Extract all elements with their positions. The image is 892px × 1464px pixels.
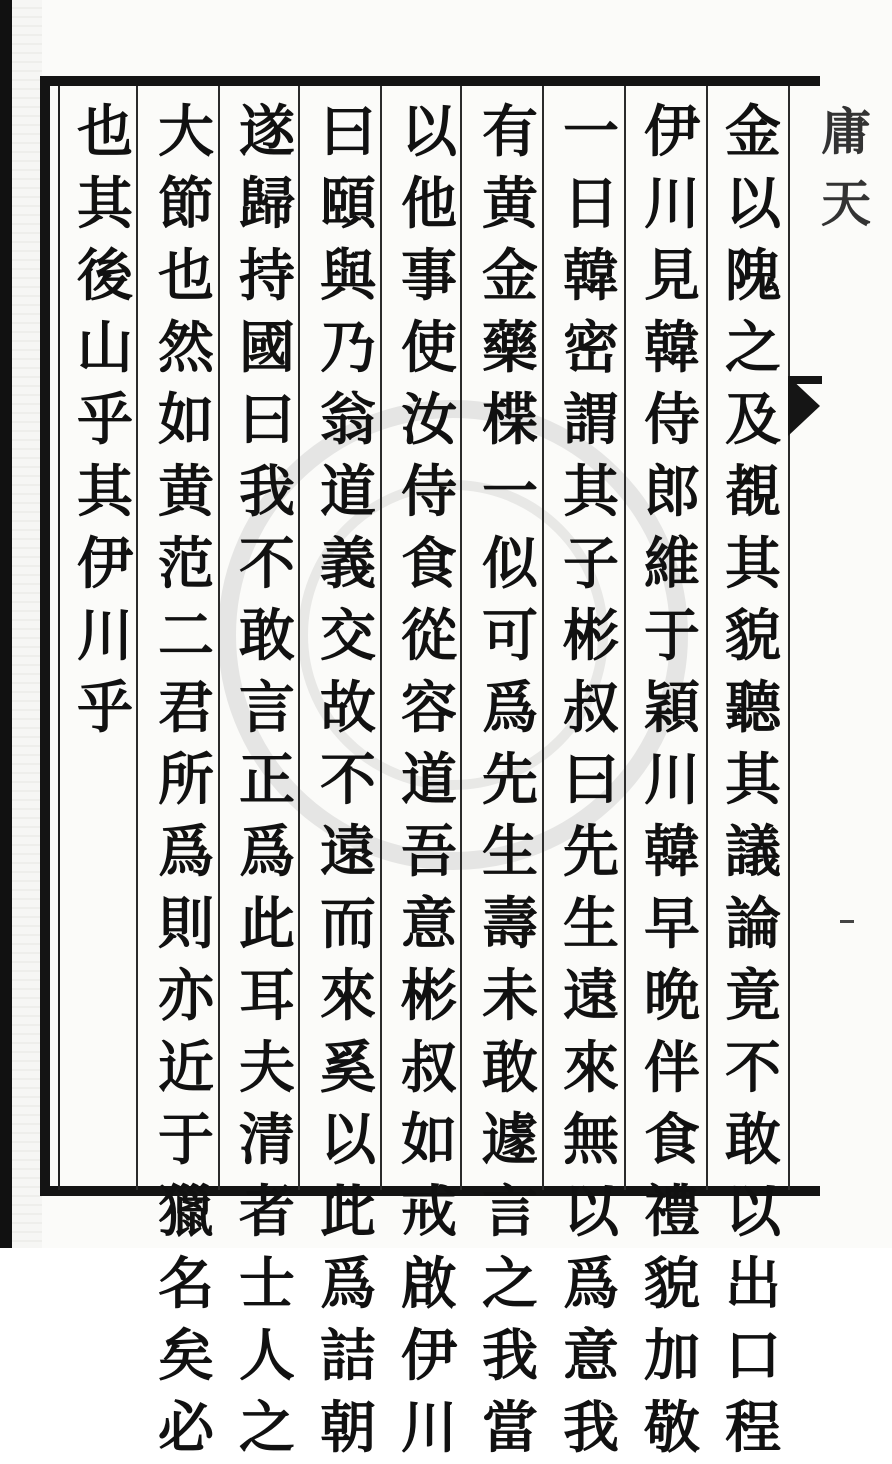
character-glyph: 不 bbox=[320, 747, 376, 813]
character-glyph: 韓 bbox=[644, 315, 700, 381]
character-glyph: 其 bbox=[725, 531, 781, 597]
character-glyph: 交 bbox=[320, 603, 376, 669]
character-glyph: 伊 bbox=[644, 99, 700, 165]
character-glyph: 從 bbox=[401, 603, 457, 669]
character-glyph: 遂 bbox=[239, 99, 295, 165]
fish-tail-mark bbox=[788, 376, 820, 436]
character-glyph: 也 bbox=[77, 99, 133, 165]
character-glyph: 不 bbox=[725, 1035, 781, 1101]
character-glyph: 以 bbox=[725, 1179, 781, 1245]
character-glyph: 范 bbox=[158, 531, 214, 597]
character-glyph: 貌 bbox=[725, 603, 781, 669]
character-glyph: 啟 bbox=[401, 1251, 457, 1317]
character-glyph: 郎 bbox=[644, 459, 700, 525]
header-glyph: 庸 bbox=[821, 102, 871, 161]
character-glyph: 彬 bbox=[563, 603, 619, 669]
character-glyph: 似 bbox=[482, 531, 538, 597]
text-column-6 bbox=[313, 96, 383, 1464]
character-glyph: 義 bbox=[320, 531, 376, 597]
character-glyph: 議 bbox=[725, 819, 781, 885]
character-glyph: 敬 bbox=[644, 1395, 700, 1461]
character-glyph: 川 bbox=[644, 747, 700, 813]
page-edge-shadow bbox=[0, 0, 12, 1248]
character-glyph: 金 bbox=[482, 243, 538, 309]
character-glyph: 詰 bbox=[320, 1323, 376, 1389]
character-glyph: 他 bbox=[401, 171, 457, 237]
character-glyph: 黄 bbox=[482, 171, 538, 237]
character-glyph: 亦 bbox=[158, 963, 214, 1029]
character-glyph: 來 bbox=[563, 1035, 619, 1101]
character-glyph: 謂 bbox=[563, 387, 619, 453]
character-glyph: 敢 bbox=[482, 1035, 538, 1101]
character-glyph: 所 bbox=[158, 747, 214, 813]
character-glyph: 士 bbox=[239, 1251, 295, 1317]
text-column-4 bbox=[475, 96, 545, 1464]
character-glyph: 與 bbox=[320, 243, 376, 309]
character-glyph: 而 bbox=[320, 891, 376, 957]
character-glyph: 國 bbox=[239, 315, 295, 381]
character-glyph: 乎 bbox=[77, 387, 133, 453]
character-glyph: 以 bbox=[401, 99, 457, 165]
column-rule bbox=[788, 86, 790, 1190]
character-glyph: 韓 bbox=[563, 243, 619, 309]
character-glyph: 意 bbox=[563, 1323, 619, 1389]
character-glyph: 君 bbox=[158, 675, 214, 741]
character-glyph: 爲 bbox=[482, 675, 538, 741]
character-glyph: 道 bbox=[320, 459, 376, 525]
character-glyph: 之 bbox=[482, 1251, 538, 1317]
character-glyph: 其 bbox=[725, 747, 781, 813]
character-glyph: 論 bbox=[725, 891, 781, 957]
character-glyph: 以 bbox=[725, 171, 781, 237]
character-glyph: 彬 bbox=[401, 963, 457, 1029]
character-glyph: 叔 bbox=[401, 1035, 457, 1101]
character-glyph: 爲 bbox=[320, 1251, 376, 1317]
character-glyph: 先 bbox=[482, 747, 538, 813]
character-glyph: 我 bbox=[563, 1395, 619, 1461]
character-glyph: 當 bbox=[482, 1395, 538, 1461]
character-glyph: 此 bbox=[239, 891, 295, 957]
text-column-9 bbox=[70, 96, 140, 744]
character-glyph: 覩 bbox=[725, 459, 781, 525]
character-glyph: 耳 bbox=[239, 963, 295, 1029]
character-glyph: 容 bbox=[401, 675, 457, 741]
character-glyph: 此 bbox=[320, 1179, 376, 1245]
character-glyph: 叔 bbox=[563, 675, 619, 741]
character-glyph: 戒 bbox=[401, 1179, 457, 1245]
character-glyph: 于 bbox=[158, 1107, 214, 1173]
character-glyph: 韓 bbox=[644, 819, 700, 885]
character-glyph: 隗 bbox=[725, 243, 781, 309]
character-glyph: 聽 bbox=[725, 675, 781, 741]
character-glyph: 也 bbox=[158, 243, 214, 309]
character-glyph: 大 bbox=[158, 99, 214, 165]
character-glyph: 早 bbox=[644, 891, 700, 957]
character-glyph: 食 bbox=[401, 531, 457, 597]
character-glyph: 遠 bbox=[563, 963, 619, 1029]
character-glyph: 吾 bbox=[401, 819, 457, 885]
character-glyph: 可 bbox=[482, 603, 538, 669]
frame-inner-line bbox=[58, 86, 60, 1190]
text-column-5 bbox=[394, 96, 464, 1464]
page-edge-texture bbox=[12, 0, 42, 1248]
text-column-2 bbox=[637, 96, 707, 1464]
character-glyph: 加 bbox=[644, 1323, 700, 1389]
character-glyph: 必 bbox=[158, 1395, 214, 1461]
character-glyph: 一 bbox=[482, 459, 538, 525]
character-glyph: 事 bbox=[401, 243, 457, 309]
character-glyph: 川 bbox=[77, 603, 133, 669]
character-glyph: 日 bbox=[563, 171, 619, 237]
character-glyph: 節 bbox=[158, 171, 214, 237]
character-glyph: 壽 bbox=[482, 891, 538, 957]
character-glyph: 言 bbox=[482, 1179, 538, 1245]
character-glyph: 後 bbox=[77, 243, 133, 309]
character-glyph: 伊 bbox=[77, 531, 133, 597]
character-glyph: 不 bbox=[239, 531, 295, 597]
character-glyph: 夫 bbox=[239, 1035, 295, 1101]
character-glyph: 藥 bbox=[482, 315, 538, 381]
character-glyph: 黄 bbox=[158, 459, 214, 525]
character-glyph: 爲 bbox=[158, 819, 214, 885]
character-glyph: 爲 bbox=[239, 819, 295, 885]
character-glyph: 侍 bbox=[644, 387, 700, 453]
character-glyph: 言 bbox=[239, 675, 295, 741]
character-glyph: 乎 bbox=[77, 675, 133, 741]
character-glyph: 穎 bbox=[644, 675, 700, 741]
character-glyph: 頤 bbox=[320, 171, 376, 237]
text-column-7 bbox=[232, 96, 302, 1464]
character-glyph: 敢 bbox=[725, 1107, 781, 1173]
character-glyph: 程 bbox=[725, 1395, 781, 1461]
character-glyph: 生 bbox=[563, 891, 619, 957]
character-glyph: 侍 bbox=[401, 459, 457, 525]
character-glyph: 乃 bbox=[320, 315, 376, 381]
character-glyph: 金 bbox=[725, 99, 781, 165]
text-column-3 bbox=[556, 96, 626, 1464]
character-glyph: 遠 bbox=[320, 819, 376, 885]
character-glyph: 之 bbox=[239, 1395, 295, 1461]
character-glyph: 來 bbox=[320, 963, 376, 1029]
character-glyph: 川 bbox=[644, 171, 700, 237]
character-glyph: 奚 bbox=[320, 1035, 376, 1101]
character-glyph: 晩 bbox=[644, 963, 700, 1029]
character-glyph: 朝 bbox=[320, 1395, 376, 1461]
character-glyph: 如 bbox=[401, 1107, 457, 1173]
character-glyph: 我 bbox=[239, 459, 295, 525]
character-glyph: 未 bbox=[482, 963, 538, 1029]
character-glyph: 伊 bbox=[401, 1323, 457, 1389]
character-glyph: 伴 bbox=[644, 1035, 700, 1101]
character-glyph: 川 bbox=[401, 1395, 457, 1461]
character-glyph: 維 bbox=[644, 531, 700, 597]
character-glyph: 人 bbox=[239, 1323, 295, 1389]
character-glyph: 一 bbox=[563, 99, 619, 165]
character-glyph: 子 bbox=[563, 531, 619, 597]
character-glyph: 名 bbox=[158, 1251, 214, 1317]
character-glyph: 遽 bbox=[482, 1107, 538, 1173]
character-glyph: 汝 bbox=[401, 387, 457, 453]
character-glyph: 者 bbox=[239, 1179, 295, 1245]
character-glyph: 出 bbox=[725, 1251, 781, 1317]
character-glyph: 食 bbox=[644, 1107, 700, 1173]
character-glyph: 二 bbox=[158, 603, 214, 669]
character-glyph: 則 bbox=[158, 891, 214, 957]
character-glyph: 使 bbox=[401, 315, 457, 381]
character-glyph: 以 bbox=[320, 1107, 376, 1173]
character-glyph: 貌 bbox=[644, 1251, 700, 1317]
character-glyph: 爲 bbox=[563, 1251, 619, 1317]
header-glyph: 天 bbox=[821, 174, 871, 233]
character-glyph: 生 bbox=[482, 819, 538, 885]
character-glyph: 山 bbox=[77, 315, 133, 381]
character-glyph: 然 bbox=[158, 315, 214, 381]
character-glyph: 無 bbox=[563, 1107, 619, 1173]
character-glyph: 其 bbox=[563, 459, 619, 525]
character-glyph: 正 bbox=[239, 747, 295, 813]
character-glyph: 竟 bbox=[725, 963, 781, 1029]
character-glyph: 近 bbox=[158, 1035, 214, 1101]
character-glyph: 于 bbox=[644, 603, 700, 669]
character-glyph: 密 bbox=[563, 315, 619, 381]
character-glyph: 歸 bbox=[239, 171, 295, 237]
character-glyph: 禮 bbox=[644, 1179, 700, 1245]
text-column-1 bbox=[718, 96, 788, 1464]
character-glyph: 意 bbox=[401, 891, 457, 957]
character-glyph: 清 bbox=[239, 1107, 295, 1173]
margin-mark bbox=[840, 920, 854, 923]
character-glyph: 先 bbox=[563, 819, 619, 885]
character-glyph: 道 bbox=[401, 747, 457, 813]
character-glyph: 獵 bbox=[158, 1179, 214, 1245]
character-glyph: 其 bbox=[77, 171, 133, 237]
character-glyph: 見 bbox=[644, 243, 700, 309]
character-glyph: 矣 bbox=[158, 1323, 214, 1389]
character-glyph: 故 bbox=[320, 675, 376, 741]
character-glyph: 楪 bbox=[482, 387, 538, 453]
character-glyph: 曰 bbox=[239, 387, 295, 453]
character-glyph: 之 bbox=[725, 315, 781, 381]
header-column bbox=[816, 96, 876, 240]
character-glyph: 及 bbox=[725, 387, 781, 453]
text-column-8 bbox=[151, 96, 221, 1464]
character-glyph: 我 bbox=[482, 1323, 538, 1389]
character-glyph: 敢 bbox=[239, 603, 295, 669]
character-glyph: 曰 bbox=[563, 747, 619, 813]
character-glyph: 如 bbox=[158, 387, 214, 453]
character-glyph: 持 bbox=[239, 243, 295, 309]
character-glyph: 翁 bbox=[320, 387, 376, 453]
character-glyph: 口 bbox=[725, 1323, 781, 1389]
character-glyph: 以 bbox=[563, 1179, 619, 1245]
character-glyph: 曰 bbox=[320, 99, 376, 165]
character-glyph: 有 bbox=[482, 99, 538, 165]
character-glyph: 其 bbox=[77, 459, 133, 525]
